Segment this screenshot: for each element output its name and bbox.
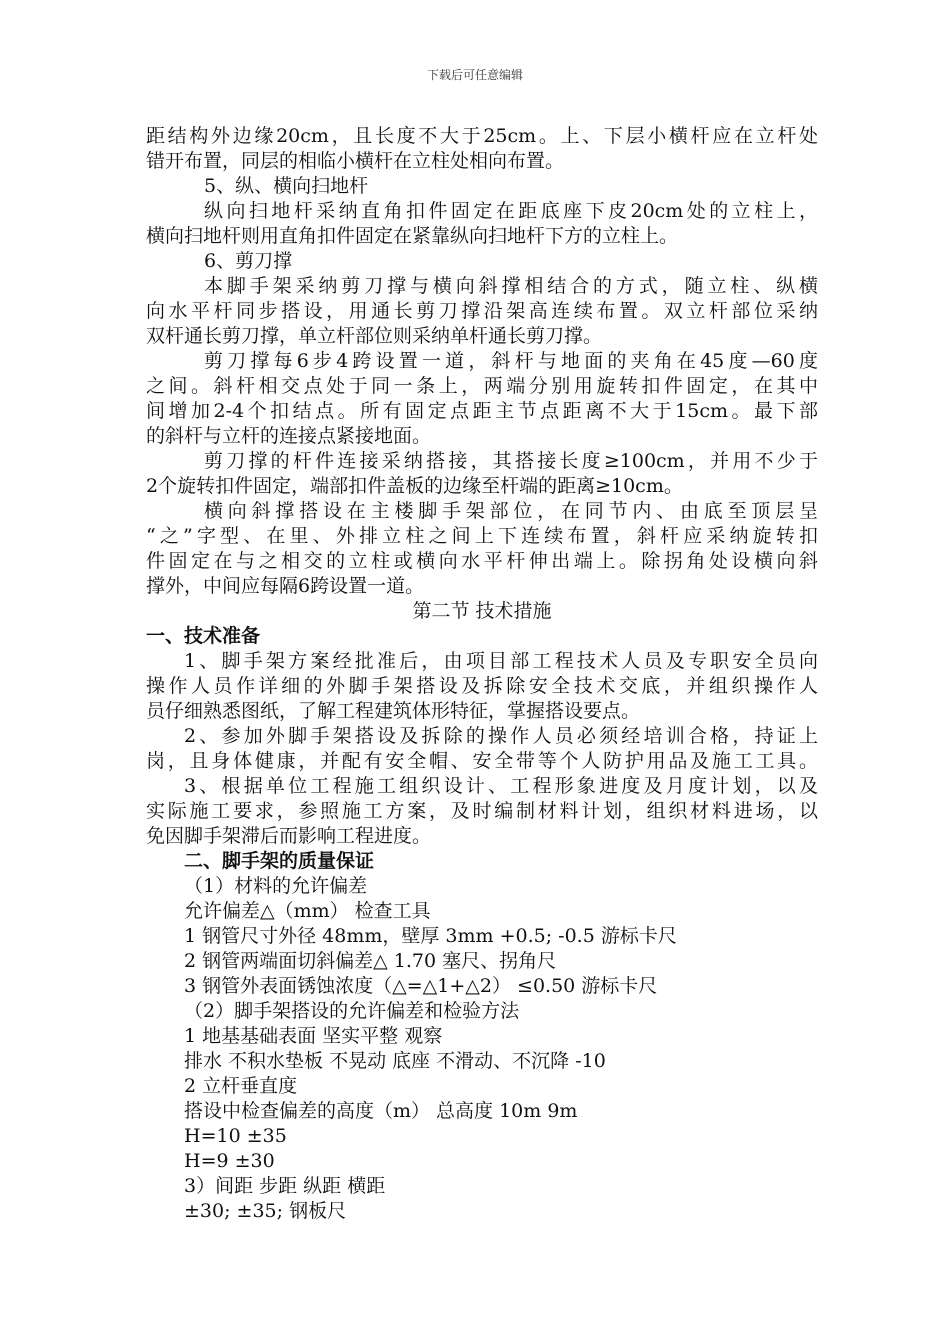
paragraph-line: 件固定在与之相交的立柱或横向水平杆伸出端上。除拐角处设横向斜 [146, 550, 818, 572]
page-header-note: 下载后可任意编辑 [426, 68, 523, 82]
subsection-heading: （1）材料的允许偏差 [184, 875, 368, 897]
paragraph-line: 3、根据单位工程施工组织设计、工程形象进度及月度计划，以及 [184, 775, 818, 797]
paragraph-line: 员仔细熟悉图纸，了解工程建筑体形特征，掌握搭设要点。 [146, 700, 641, 722]
paragraph-line: 剪刀撑每6步4跨设置一道，斜杆与地面的夹角在45度—60度 [204, 350, 818, 372]
table-line: H=9 ±30 [184, 1150, 275, 1172]
table-line: 1 钢管尺寸外径 48mm，壁厚 3mm +0.5; -0.5 游标卡尺 [184, 925, 677, 947]
paragraph-line: 剪刀撑的杆件连接采纳搭接，其搭接长度≥100cm，并用不少于 [204, 450, 818, 472]
table-line: H=10 ±35 [184, 1125, 287, 1147]
paragraph-line: “之”字型、在里、外排立柱之间上下连续布置，斜杆应采纳旋转扣 [146, 525, 818, 547]
table-line: 2 钢管两端面切斜偏差△ 1.70 塞尺、拐角尺 [184, 950, 557, 972]
section-title: 第二节 技术措施 [412, 600, 552, 622]
paragraph-line: 距结构外边缘20cm，且长度不大于25cm。上、下层小横杆应在立杆处 [146, 125, 818, 147]
section-heading: 6、剪刀撑 [204, 250, 293, 272]
paragraph-line: 本脚手架采纳剪刀撑与横向斜撑相结合的方式，随立柱、纵横 [204, 275, 818, 297]
section-heading: 5、纵、横向扫地杆 [204, 175, 369, 197]
table-line: 2 立杆垂直度 [184, 1075, 298, 1097]
table-line: 3）间距 步距 纵距 横距 [184, 1175, 386, 1197]
paragraph-line: 错开布置，同层的相临小横杆在立柱处相向布置。 [146, 150, 565, 172]
paragraph-line: 2个旋转扣件固定，端部扣件盖板的边缘至杆端的距离≥10cm。 [146, 475, 683, 497]
table-header-line: 允许偏差△（mm） 检查工具 [184, 900, 431, 922]
table-line: 3 钢管外表面锈蚀浓度（△=△1+△2） ≤0.50 游标卡尺 [184, 975, 658, 997]
paragraph-line: 2、参加外脚手架搭设及拆除的操作人员必须经培训合格，持证上 [184, 725, 818, 747]
paragraph-line: 横向斜撑搭设在主楼脚手架部位，在同节内、由底至顶层呈 [204, 500, 818, 522]
paragraph-line: 实际施工要求，参照施工方案，及时编制材料计划，组织材料进场，以 [146, 800, 818, 822]
table-line: 排水 不积水垫板 不晃动 底座 不滑动、不沉降 -10 [184, 1050, 606, 1072]
table-line: 1 地基基础表面 坚实平整 观察 [184, 1025, 443, 1047]
paragraph-line: 的斜杆与立杆的连接点紧接地面。 [146, 425, 432, 447]
paragraph-line: 操作人员作详细的外脚手架搭设及拆除安全技术交底，并组织操作人 [146, 675, 818, 697]
paragraph-line: 间增加2-4个扣结点。所有固定点距主节点距离不大于15cm。最下部 [146, 400, 818, 422]
paragraph-line: 横向扫地杆则用直角扣件固定在紧靠纵向扫地杆下方的立柱上。 [146, 225, 679, 247]
table-line: ±30; ±35; 钢板尺 [184, 1200, 347, 1222]
section-heading: 一、技术准备 [146, 625, 261, 647]
paragraph-line: 之间。斜杆相交点处于同一条上，两端分别用旋转扣件固定，在其中 [146, 375, 818, 397]
table-line: 搭设中检查偏差的高度（m） 总高度 10m 9m [184, 1100, 578, 1122]
section-heading: 二、脚手架的质量保证 [184, 850, 375, 872]
paragraph-line: 免因脚手架滞后而影响工程进度。 [146, 825, 432, 847]
paragraph-line: 纵向扫地杆采纳直角扣件固定在距底座下皮20cm处的立柱上， [204, 200, 818, 222]
paragraph-line: 双杆通长剪刀撑，单立杆部位则采纳单杆通长剪刀撑。 [146, 325, 603, 347]
paragraph-line: 岗，且身体健康，并配有安全帽、安全带等个人防护用品及施工工具。 [146, 750, 818, 772]
document-body [146, 124, 818, 1224]
paragraph-line: 撑外，中间应每隔6跨设置一道。 [146, 575, 425, 597]
paragraph-line: 向水平杆同步搭设，用通长剪刀撑沿架高连续布置。双立杆部位采纳 [146, 300, 818, 322]
subsection-heading: （2）脚手架搭设的允许偏差和检验方法 [184, 1000, 520, 1022]
paragraph-line: 1、脚手架方案经批准后，由项目部工程技术人员及专职安全员向 [184, 650, 818, 672]
